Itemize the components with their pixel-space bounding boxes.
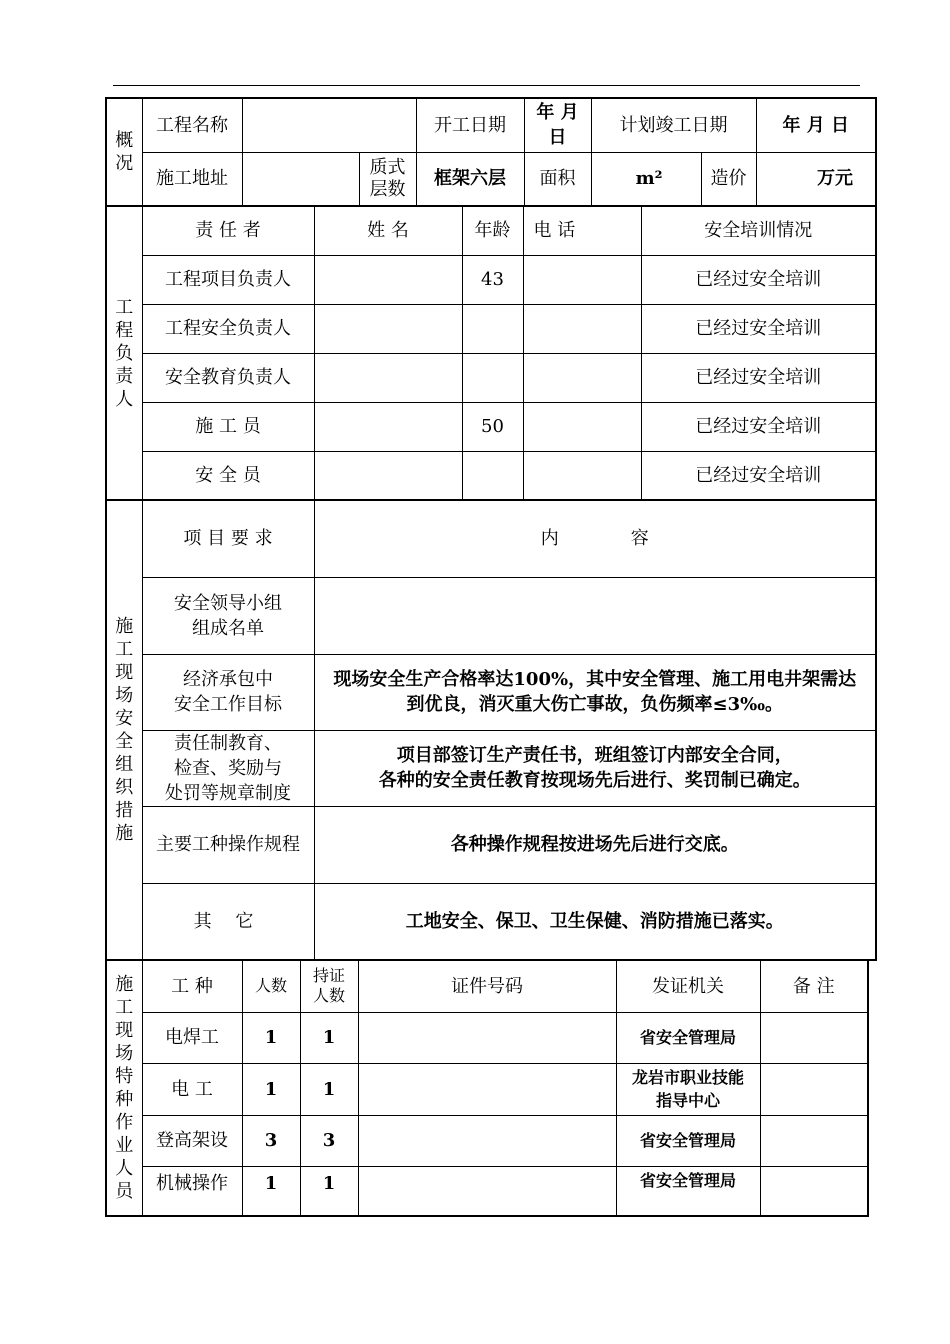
header-role: 责 任 者 bbox=[142, 206, 314, 255]
training-cell[interactable]: 已经过安全培训 bbox=[641, 451, 876, 500]
header-type: 工 种 bbox=[142, 960, 242, 1012]
quality-floors-value[interactable]: 框架六层 bbox=[416, 152, 524, 206]
training-cell[interactable]: 已经过安全培训 bbox=[641, 304, 876, 353]
issuer-cell[interactable]: 龙岩市职业技能 指导中心 bbox=[616, 1063, 760, 1115]
training-cell[interactable]: 已经过安全培训 bbox=[641, 402, 876, 451]
cost-value[interactable]: 万元 bbox=[756, 152, 876, 206]
table-row bbox=[106, 255, 876, 304]
header-item: 项 目 要 求 bbox=[142, 500, 314, 577]
cert-no-cell[interactable] bbox=[358, 1063, 616, 1115]
role-cell: 工程项目负责人 bbox=[142, 255, 314, 304]
header-issuer: 发证机关 bbox=[616, 960, 760, 1012]
issuer-cell[interactable]: 省安全管理局 bbox=[616, 1012, 760, 1063]
address-value[interactable] bbox=[242, 152, 359, 206]
quality-floors-label: 质式 层数 bbox=[359, 152, 416, 206]
special-section-label: 施工现场特种作业人员 bbox=[106, 960, 142, 1216]
age-cell[interactable] bbox=[462, 451, 523, 500]
count-cell[interactable]: 1 bbox=[242, 1012, 300, 1063]
name-cell[interactable] bbox=[314, 304, 462, 353]
certified-cell[interactable]: 1 bbox=[300, 1012, 358, 1063]
table-row bbox=[106, 1012, 868, 1063]
role-cell: 安 全 员 bbox=[142, 451, 314, 500]
content-cell[interactable] bbox=[314, 577, 876, 654]
cost-label: 造价 bbox=[701, 152, 756, 206]
header-phone: 电 话 bbox=[523, 206, 641, 255]
name-cell[interactable] bbox=[314, 353, 462, 402]
phone-cell[interactable] bbox=[523, 255, 641, 304]
table-row bbox=[106, 402, 876, 451]
header-count: 人数 bbox=[242, 960, 300, 1012]
remark-cell[interactable] bbox=[760, 1063, 868, 1115]
responsible-table bbox=[105, 205, 877, 501]
header-training: 安全培训情况 bbox=[641, 206, 876, 255]
planned-completion-value[interactable]: 年 月 日 bbox=[756, 98, 876, 152]
content-cell[interactable]: 现场安全生产合格率达100%，其中安全管理、施工用电井架需达到优良，消灭重大伤亡事故，负伤频率≤3‰。 bbox=[314, 654, 876, 730]
table-row bbox=[106, 654, 876, 730]
table-row bbox=[106, 1063, 868, 1115]
cert-no-cell[interactable] bbox=[358, 1166, 616, 1216]
start-date-value[interactable]: 年 月 日 bbox=[524, 98, 591, 152]
role-cell: 安全教育负责人 bbox=[142, 353, 314, 402]
header-content: 内 容 bbox=[314, 500, 876, 577]
item-cell: 其 它 bbox=[142, 883, 314, 960]
area-label: 面积 bbox=[524, 152, 591, 206]
name-cell[interactable] bbox=[314, 255, 462, 304]
phone-cell[interactable] bbox=[523, 451, 641, 500]
table-row bbox=[106, 1115, 868, 1166]
age-cell[interactable] bbox=[462, 353, 523, 402]
count-cell[interactable]: 1 bbox=[242, 1166, 300, 1216]
count-cell[interactable]: 1 bbox=[242, 1063, 300, 1115]
remark-cell[interactable] bbox=[760, 1166, 868, 1216]
training-cell[interactable]: 已经过安全培训 bbox=[641, 353, 876, 402]
phone-cell[interactable] bbox=[523, 353, 641, 402]
issuer-cell[interactable]: 省安全管理局 bbox=[616, 1166, 760, 1216]
content-cell[interactable]: 项目部签订生产责任书，班组签订内部安全合同， 各种的安全责任教育按现场先后进行、奖罚制已确定。 bbox=[314, 730, 876, 806]
header-rule bbox=[113, 85, 860, 86]
table-row bbox=[106, 730, 876, 806]
table-row bbox=[106, 304, 876, 353]
certified-cell[interactable]: 3 bbox=[300, 1115, 358, 1166]
measures-table bbox=[105, 499, 877, 961]
table-row bbox=[106, 1166, 868, 1216]
content-cell[interactable]: 工地安全、保卫、卫生保健、消防措施已落实。 bbox=[314, 883, 876, 960]
type-cell: 电 工 bbox=[142, 1063, 242, 1115]
overview-table bbox=[105, 97, 877, 207]
remark-cell[interactable] bbox=[760, 1012, 868, 1063]
cert-no-cell[interactable] bbox=[358, 1115, 616, 1166]
header-certified: 持证 人数 bbox=[300, 960, 358, 1012]
item-cell: 经济承包中 安全工作目标 bbox=[142, 654, 314, 730]
type-cell: 机械操作 bbox=[142, 1166, 242, 1216]
certified-cell[interactable]: 1 bbox=[300, 1063, 358, 1115]
responsible-section-label: 工程负责人 bbox=[106, 206, 142, 500]
name-cell[interactable] bbox=[314, 402, 462, 451]
type-cell: 登高架设 bbox=[142, 1115, 242, 1166]
address-label: 施工地址 bbox=[142, 152, 242, 206]
role-cell: 工程安全负责人 bbox=[142, 304, 314, 353]
phone-cell[interactable] bbox=[523, 304, 641, 353]
content-cell[interactable]: 各种操作规程按进场先后进行交底。 bbox=[314, 806, 876, 883]
phone-cell[interactable] bbox=[523, 402, 641, 451]
table-row bbox=[106, 806, 876, 883]
age-cell[interactable] bbox=[462, 304, 523, 353]
item-cell: 责任制教育、 检查、奖励与 处罚等规章制度 bbox=[142, 730, 314, 806]
age-cell[interactable]: 43 bbox=[462, 255, 523, 304]
item-cell: 安全领导小组 组成名单 bbox=[142, 577, 314, 654]
name-cell[interactable] bbox=[314, 451, 462, 500]
cert-no-cell[interactable] bbox=[358, 1012, 616, 1063]
table-row bbox=[106, 451, 876, 500]
role-cell: 施 工 员 bbox=[142, 402, 314, 451]
header-cert-no: 证件号码 bbox=[358, 960, 616, 1012]
header-age: 年龄 bbox=[462, 206, 523, 255]
overview-section-label: 概况 bbox=[106, 98, 142, 206]
measures-section-label: 施工现场安全组织措施 bbox=[106, 500, 142, 960]
training-cell[interactable]: 已经过安全培训 bbox=[641, 255, 876, 304]
area-value[interactable]: m² bbox=[591, 152, 701, 206]
certified-cell[interactable]: 1 bbox=[300, 1166, 358, 1216]
issuer-cell[interactable]: 省安全管理局 bbox=[616, 1115, 760, 1166]
project-name-label: 工程名称 bbox=[142, 98, 242, 152]
project-name-value[interactable] bbox=[242, 98, 416, 152]
table-row bbox=[106, 883, 876, 960]
table-row bbox=[106, 577, 876, 654]
age-cell[interactable]: 50 bbox=[462, 402, 523, 451]
header-remark: 备 注 bbox=[760, 960, 868, 1012]
remark-cell[interactable] bbox=[760, 1115, 868, 1166]
planned-completion-label: 计划竣工日期 bbox=[591, 98, 756, 152]
type-cell: 电焊工 bbox=[142, 1012, 242, 1063]
table-row bbox=[106, 353, 876, 402]
special-personnel-table bbox=[105, 959, 869, 1217]
count-cell[interactable]: 3 bbox=[242, 1115, 300, 1166]
start-date-label: 开工日期 bbox=[416, 98, 524, 152]
item-cell: 主要工种操作规程 bbox=[142, 806, 314, 883]
header-name: 姓 名 bbox=[314, 206, 462, 255]
